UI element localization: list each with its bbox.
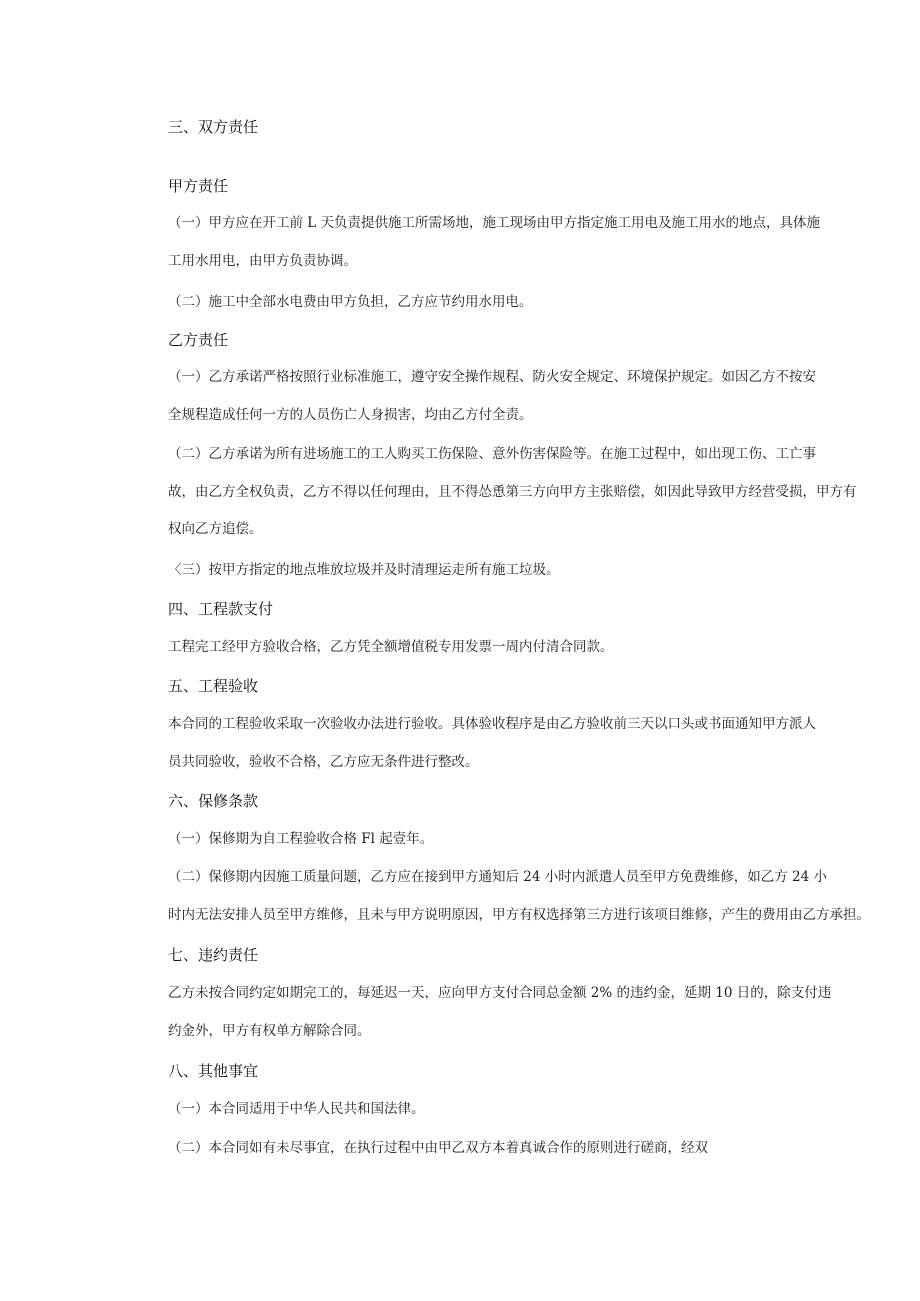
section-heading-6: 六、保修条款 xyxy=(168,792,259,810)
breach-paragraph xyxy=(168,975,880,1050)
party-a-item-2 xyxy=(168,284,880,322)
paragraph-line: 故，由乙方全权负责，乙方不得以任何理由，且不得怂恿第三方向甲方主张赔偿，如因此导致甲方经营受损，甲方有 xyxy=(168,483,857,500)
party-a-item-1 xyxy=(168,205,880,280)
paragraph-line: 工用水用电，由甲方负责协调。 xyxy=(168,252,357,269)
paragraph-line: 〈三）按甲方指定的地点堆放垃圾并及时清理运走所有施工垃圾。 xyxy=(168,562,560,578)
section-heading-3: 三、双方责任 xyxy=(168,118,259,136)
paragraph-line: （二）本合同如有未尽事宜，在执行过程中由甲乙双方本着真诚合作的原则进行磋商，经双 xyxy=(168,1140,708,1156)
party-b-item-3 xyxy=(168,552,880,590)
paragraph-line: 工程完工经甲方验收合格，乙方凭全额增值税专用发票一周内付清合同款。 xyxy=(168,639,614,655)
paragraph-line: （一）甲方应在开工前 L 天负责提供施工所需场地，施工现场由甲方指定施工用电及施工用水的地点，具体施 xyxy=(168,215,821,231)
paragraph-line: 员共同验收，验收不合格，乙方应无条件进行整改。 xyxy=(168,753,479,770)
paragraph-line: （一）乙方承诺严格按照行业标准施工，遵守安全操作规程、防火安全规定、环境保护规定。如因乙方不按安 xyxy=(168,369,816,385)
paragraph-line: （二）乙方承诺为所有进场施工的工人购买工伤保险、意外伤害保险等。在施工过程中，如出现工伤、工亡事 xyxy=(168,446,816,462)
section-heading-5: 五、工程验收 xyxy=(168,677,259,695)
party-b-item-2 xyxy=(168,436,880,549)
paragraph-line: 约金外，甲方有权单方解除合同。 xyxy=(168,1022,371,1039)
party-b-responsibility-heading: 乙方责任 xyxy=(168,331,229,349)
section-heading-8: 八、其他事宜 xyxy=(168,1062,259,1080)
paragraph-line: 乙方未按合同约定如期完工的，每延迟一天，应向甲方支付合同总金额 2% 的违约金，延期 10 日的，除支付违 xyxy=(168,985,832,1001)
paragraph-line: 权向乙方追偿。 xyxy=(168,521,263,537)
other-item-2 xyxy=(168,1130,880,1168)
paragraph-line: （一）保修期为自工程验收合格 Fl 起壹年。 xyxy=(168,831,434,847)
paragraph-line: （二）施工中全部水电费由甲方负担，乙方应节约用水用电。 xyxy=(168,294,533,310)
warranty-item-2 xyxy=(168,859,880,934)
party-b-item-1 xyxy=(168,359,880,434)
other-item-1 xyxy=(168,1091,880,1129)
paragraph-line: （一）本合同适用于中华人民共和国法律。 xyxy=(168,1101,425,1117)
warranty-item-1 xyxy=(168,821,880,859)
section-heading-4: 四、工程款支付 xyxy=(168,600,274,618)
paragraph-line: （二）保修期内因施工质量问题，乙方应在接到甲方通知后 24 小时内派遣人员至甲方免费维修，如乙方 24 小 xyxy=(168,869,828,885)
acceptance-paragraph xyxy=(168,706,880,781)
paragraph-line: 本合同的工程验收采取一次验收办法进行验收。具体验收程序是由乙方验收前三天以口头或书面通知甲方派人 xyxy=(168,716,816,732)
section-heading-7: 七、违约责任 xyxy=(168,946,259,964)
paragraph-line: 时内无法安排人员至甲方维修，且未与甲方说明原因，甲方有权选择第三方进行该项目维修，产生的费用由乙方承担。 xyxy=(168,906,870,923)
party-a-responsibility-heading: 甲方责任 xyxy=(168,177,229,195)
payment-paragraph xyxy=(168,629,880,667)
paragraph-line: 全规程造成任何一方的人员伤亡人身损害，均由乙方付全责。 xyxy=(168,406,533,423)
